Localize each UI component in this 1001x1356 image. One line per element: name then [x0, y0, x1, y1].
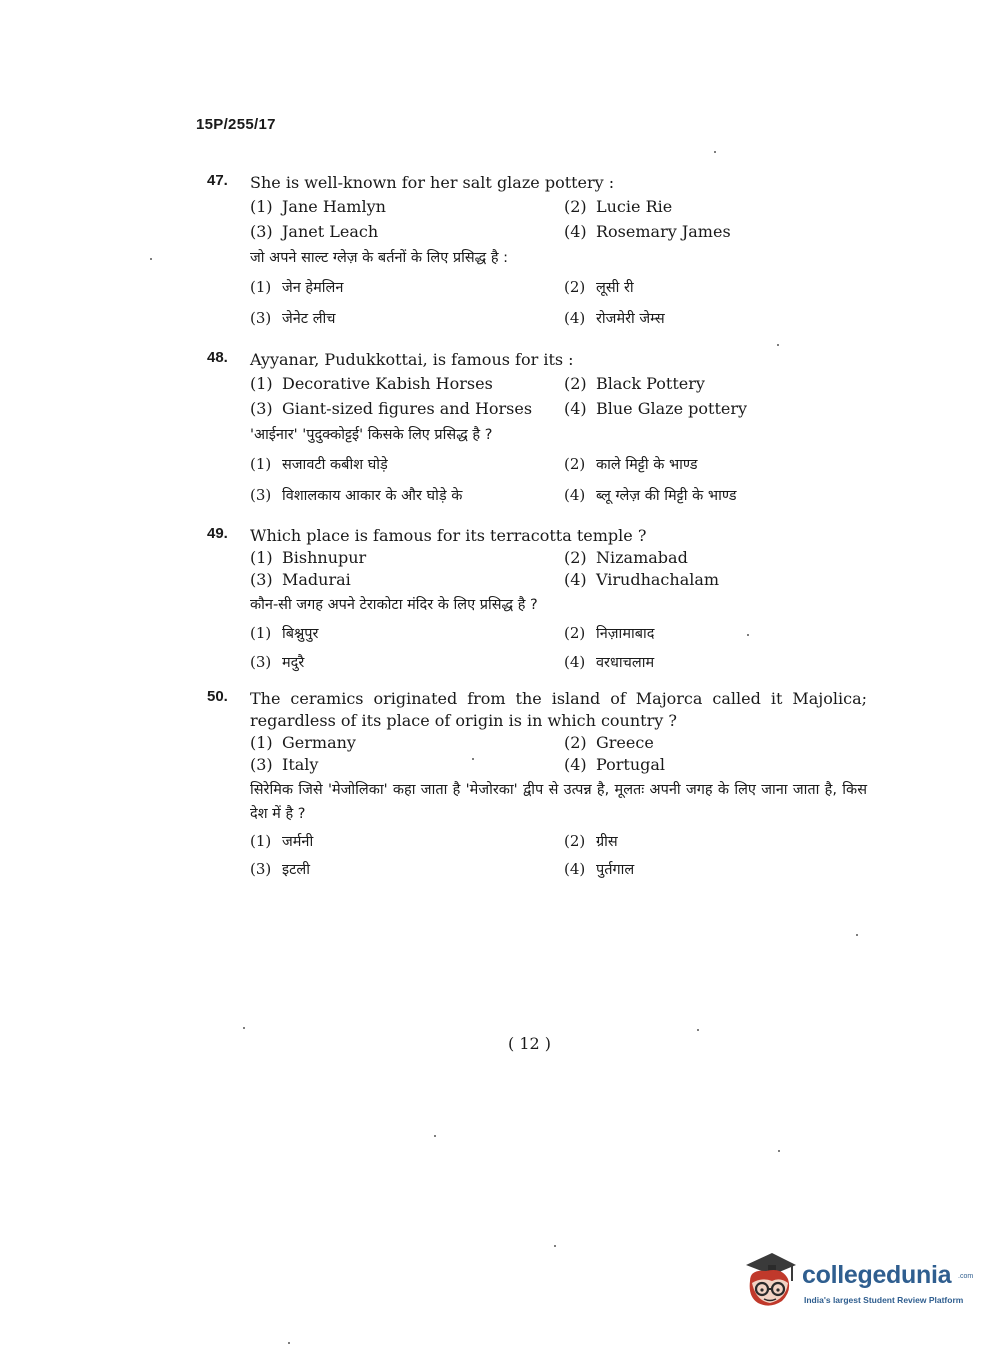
question-number: 49.: [207, 525, 228, 542]
options-hi: [250, 619, 867, 677]
option-1-en: (1) Bishnupur: [250, 548, 367, 567]
question-text-en: Ayyanar, Pudukkottai, is famous for its :: [250, 350, 574, 369]
question-text-hi: जो अपने साल्ट ग्लेज़ के बर्तनों के लिए प्रसिद्ध है :: [250, 250, 509, 266]
option-1-hi: (1) बिश्नुपुर: [250, 624, 319, 642]
option-4-hi: (4) ब्लू ग्लेज़ की मिट्टी के भाण्ड: [564, 486, 737, 504]
option-4-hi: (4) वरधाचलाम: [564, 653, 655, 671]
option-2-hi: (2) निज़ामाबाद: [564, 624, 655, 642]
option-1-en: (1) Germany: [250, 733, 356, 752]
question-text-hi: सिरेमिक जिसे 'मेजोलिका' कहा जाता है 'मेजोरका' द्वीप से उत्पन्न है, मूलतः अपनी जगह के लिए जाना जाता है, किस देश में है ?: [250, 782, 867, 822]
paper-code: 15P/255/17: [196, 116, 276, 133]
option-2-en: (2) Greece: [564, 733, 654, 752]
option-3-hi: (3) जेनेट लीच: [250, 309, 336, 327]
scan-speck: [856, 934, 858, 936]
collegedunia-watermark: [742, 1251, 972, 1315]
scan-speck: [434, 1135, 436, 1137]
question-number: 47.: [207, 172, 228, 189]
option-1-hi: (1) जेन हेमलिन: [250, 278, 344, 296]
option-4-en: (4) Rosemary James: [564, 222, 731, 241]
question-text-en: Which place is famous for its terracotta temple ?: [250, 526, 647, 545]
options-en: [250, 732, 867, 776]
option-3-en: (3) Janet Leach: [250, 222, 379, 241]
page-number: ( 12 ): [508, 1034, 552, 1053]
option-3-en: (3) Italy: [250, 755, 319, 774]
scan-speck: [777, 344, 779, 346]
option-2-hi: (2) काले मिट्टी के भाण्ड: [564, 455, 698, 473]
brand-suffix: .com: [958, 1273, 974, 1280]
question-text-hi: कौन-सी जगह अपने टेराकोटा मंदिर के लिए प्रसिद्ध है ?: [250, 597, 538, 613]
option-2-hi: (2) लूसी री: [564, 278, 634, 296]
brand-name: collegedunia: [802, 1261, 952, 1289]
question-number: 48.: [207, 349, 228, 366]
scan-speck: [472, 758, 474, 760]
scan-speck: [150, 258, 152, 260]
option-4-hi: (4) पुर्तगाल: [564, 860, 635, 878]
question-text-en: She is well-known for her salt glaze pottery :: [250, 173, 615, 192]
option-1-en: (1) Jane Hamlyn: [250, 197, 386, 216]
options-en: [250, 371, 867, 421]
scan-speck: [554, 1245, 556, 1247]
question-text-hi: 'आईनार' 'पुदुक्कोट्टई' किसके लिए प्रसिद्ध है ?: [250, 427, 493, 443]
option-2-en: (2) Nizamabad: [564, 548, 688, 567]
student-mascot-icon: [742, 1251, 798, 1313]
option-2-en: (2) Lucie Rie: [564, 197, 673, 216]
brand-tagline: India's largest Student Review Platform: [804, 1295, 964, 1305]
options-hi: [250, 828, 867, 884]
options-hi: [250, 449, 867, 511]
question-text-en: The ceramics originated from the island of Majorca called it Majolica; regardless of its place of origin is in which country ?: [250, 689, 867, 730]
option-4-en: (4) Virudhachalam: [564, 570, 720, 589]
question-number: 50.: [207, 688, 228, 705]
option-4-en: (4) Portugal: [564, 755, 666, 774]
option-1-hi: (1) सजावटी कबीश घोड़े: [250, 455, 388, 473]
option-2-hi: (2) ग्रीस: [564, 832, 618, 850]
option-1-en: (1) Decorative Kabish Horses: [250, 374, 493, 393]
question-48: [207, 349, 867, 511]
option-3-hi: (3) विशालकाय आकार के और घोड़े के: [250, 486, 463, 504]
question-47: [207, 172, 867, 334]
option-2-en: (2) Black Pottery: [564, 374, 705, 393]
scan-speck: [288, 1342, 290, 1344]
question-50: [207, 688, 867, 884]
options-en: [250, 547, 867, 591]
option-4-en: (4) Blue Glaze pottery: [564, 399, 748, 418]
options-hi: [250, 272, 867, 334]
option-1-hi: (1) जर्मनी: [250, 832, 314, 850]
option-3-en: (3) Madurai: [250, 570, 351, 589]
option-3-hi: (3) इटली: [250, 860, 311, 878]
scan-speck: [714, 151, 716, 153]
scan-speck: [697, 1029, 699, 1031]
option-4-hi: (4) रोजमेरी जेम्स: [564, 309, 665, 327]
options-en: [250, 194, 867, 244]
scan-speck: [243, 1027, 245, 1029]
option-3-hi: (3) मदुरै: [250, 653, 305, 671]
scan-speck: [747, 634, 749, 636]
question-49: [207, 525, 867, 677]
option-3-en: (3) Giant-sized figures and Horses: [250, 399, 533, 418]
scan-speck: [778, 1150, 780, 1152]
